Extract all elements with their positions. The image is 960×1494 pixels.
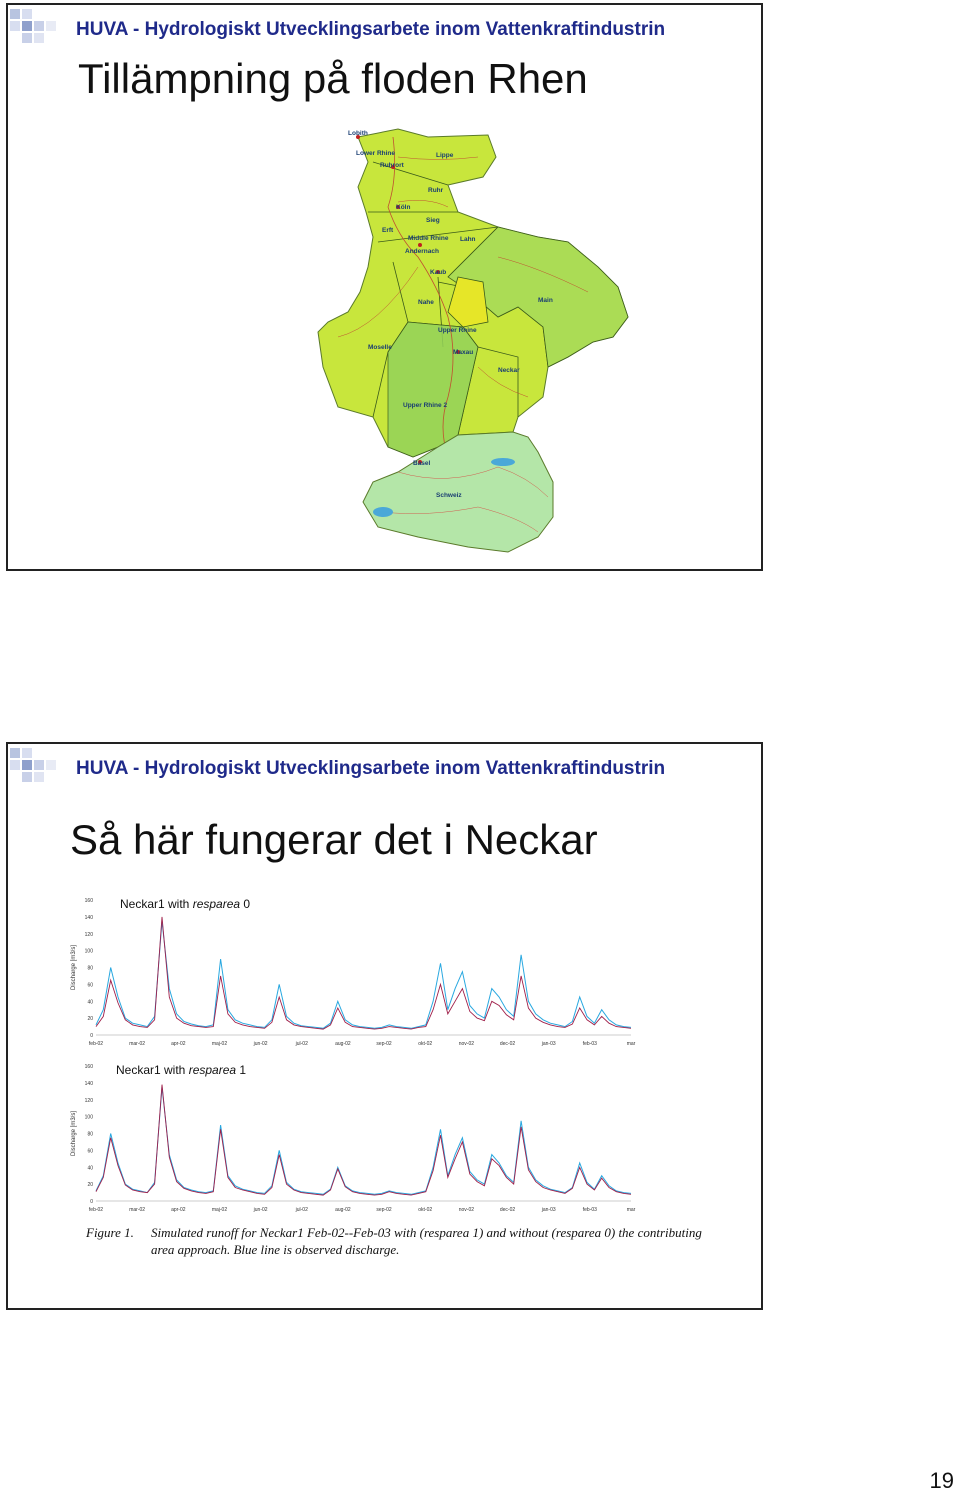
y-tick-label: 60 (87, 982, 93, 989)
chart-resparea-0 (66, 892, 646, 1047)
huva-logo-icon (8, 744, 70, 788)
map-label-neckar: Neckar (498, 367, 520, 374)
y-tick-label: 0 (90, 1199, 93, 1205)
map-label-nahe: Nahe (418, 299, 434, 306)
y-tick-label: 60 (87, 1148, 93, 1155)
x-tick-label: jan-03 (541, 1207, 556, 1213)
map-label-lippe: Lippe (436, 152, 454, 159)
map-label-maxau: Maxau (453, 349, 474, 356)
y-tick-label: 160 (84, 1064, 93, 1070)
x-tick-label: jun-02 (253, 1041, 268, 1047)
slide-title: Tillämpning på floden Rhen (78, 55, 588, 102)
x-tick-label: sep-02 (376, 1041, 392, 1047)
x-tick-label: feb-03 (582, 1207, 597, 1213)
map-label-moselle: Moselle (368, 344, 392, 351)
x-tick-label: nov-02 (458, 1041, 475, 1047)
y-tick-label: 80 (87, 965, 93, 972)
map-label-lahn: Lahn (460, 236, 476, 243)
slide-header: HUVA - Hydrologiskt Utvecklingsarbete inom Vattenkraftindustrin (76, 758, 666, 779)
observed-line (96, 1087, 631, 1194)
map-label-schweiz: Schweiz (436, 492, 462, 499)
x-tick-label: feb-02 (88, 1041, 104, 1047)
y-tick-label: 100 (84, 948, 93, 955)
x-tick-label: apr-02 (171, 1041, 186, 1047)
y-tick-label: 120 (84, 1097, 93, 1104)
map-label-koln: Köln (396, 204, 411, 211)
map-label-lobith: Lobith (348, 130, 368, 137)
slide-title: Så här fungerar det i Neckar (70, 816, 598, 863)
x-tick-label: feb-03 (582, 1041, 597, 1047)
y-tick-label: 80 (87, 1131, 93, 1138)
x-tick-label: mar-02 (129, 1041, 146, 1047)
y-tick-label: 120 (84, 931, 93, 938)
caption-text: Simulated runoff for Neckar1 Feb-02--Feb-03 with (resparea 1) and without (resparea 0) the contributing area approach. Blue line is observed discharge. (151, 1225, 702, 1257)
page-number: 19 (929, 1468, 954, 1493)
chart-title: Neckar1 with resparea 1 (116, 1063, 247, 1077)
map-label-kaub: Kaub (430, 269, 447, 276)
x-tick-label: maj-02 (211, 1041, 228, 1047)
y-tick-label: 140 (84, 914, 93, 921)
x-tick-label: nov-02 (458, 1207, 475, 1213)
y-tick-label: 0 (90, 1033, 93, 1039)
map-label-main: Main (538, 297, 553, 304)
x-tick-label: aug-02 (335, 1041, 351, 1047)
x-tick-label: jun-02 (253, 1207, 268, 1213)
x-tick-label: mar-02 (129, 1207, 146, 1213)
x-tick-label: okt-02 (418, 1207, 433, 1213)
x-tick-label: jan-03 (541, 1041, 556, 1047)
x-tick-label: jul-02 (295, 1207, 308, 1213)
map-label-ruhr: Ruhr (428, 187, 444, 194)
huva-logo-icon (8, 5, 70, 49)
y-tick-label: 40 (87, 999, 93, 1006)
chart-title: Neckar1 with resparea 0 (120, 897, 251, 911)
y-tick-label: 20 (87, 1182, 93, 1189)
x-tick-label: sep-02 (376, 1207, 392, 1213)
y-tick-label: 140 (84, 1080, 93, 1087)
x-tick-label: dec-02 (499, 1041, 516, 1047)
caption-label: Figure 1. (86, 1225, 134, 1240)
x-tick-label: dec-02 (499, 1207, 516, 1213)
x-tick-label: okt-02 (418, 1041, 433, 1047)
slide-1 (6, 3, 763, 571)
x-tick-label: mar (626, 1041, 636, 1047)
y-tick-label: 100 (84, 1114, 93, 1121)
map-label-upper-rhine: Upper Rhine (438, 327, 477, 334)
x-tick-label: maj-02 (211, 1207, 228, 1213)
slide-header: HUVA - Hydrologiskt Utvecklingsarbete inom Vattenkraftindustrin (76, 19, 666, 40)
y-axis-label: Discharge [m3/s] (71, 1110, 77, 1157)
map-label-sieg: Sieg (426, 217, 440, 224)
observed-line (96, 921, 631, 1028)
y-tick-label: 20 (87, 1016, 93, 1023)
x-tick-label: feb-02 (88, 1207, 104, 1213)
map-label-upper-rhine-2: Upper Rhine 2 (403, 402, 448, 409)
map-label-andernach: Andernach (405, 248, 439, 255)
rhine-basin-map (298, 117, 638, 557)
map-label-middle-rhine: Middle Rhine (408, 235, 449, 242)
map-label-basel: Basel (413, 460, 431, 467)
map-label-erft: Erft (382, 227, 394, 234)
map-label-lower-rhine: Lower Rhine (356, 150, 396, 157)
y-tick-label: 160 (84, 898, 93, 904)
x-tick-label: apr-02 (171, 1207, 186, 1213)
x-tick-label: aug-02 (335, 1207, 351, 1213)
y-tick-label: 40 (87, 1165, 93, 1172)
x-tick-label: mar (626, 1207, 636, 1213)
chart-resparea-1 (66, 1058, 646, 1213)
x-tick-label: jul-02 (295, 1041, 308, 1047)
y-axis-label: Discharge [m3/s] (71, 944, 77, 991)
map-label-ruhrort: Ruhrort (380, 162, 404, 169)
slide-2 (6, 742, 763, 1310)
